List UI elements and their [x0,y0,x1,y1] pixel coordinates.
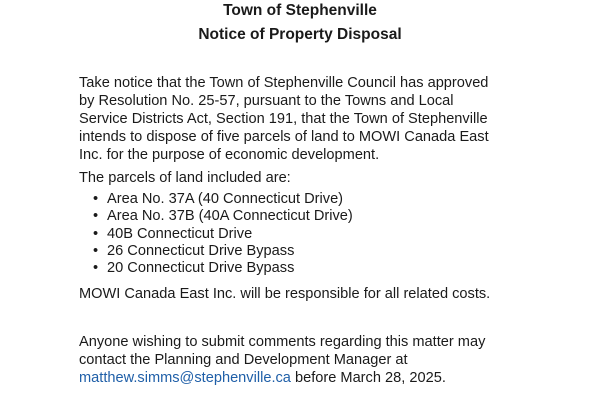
bullet-icon: • [93,242,99,259]
parcel-label: Area No. 37A (40 Connecticut Drive) [107,191,344,207]
list-item [93,260,563,277]
list-item [93,191,563,208]
parcel-label: 26 Connecticut Drive Bypass [107,242,295,259]
bullet-icon: • [93,225,99,242]
parcel-label: 20 Connecticut Drive Bypass [107,260,295,277]
bullet-icon: • [93,260,99,277]
deadline-text: before March 28, 2025. [290,370,446,386]
parcel-list [93,191,563,277]
notice-heading: Notice of Property Disposal [198,26,402,43]
town-name: Town of Stephenville [223,2,377,19]
comments-line-contact [79,369,549,387]
list-item [93,208,563,225]
intro-line: intends to dispose of five parcels of land to MOWI Canada East [79,129,489,145]
list-item [93,243,563,260]
intro-line: Service Districts Act, Section 191, that the Town of Stephenville [79,111,488,127]
costs-statement: MOWI Canada East Inc. will be responsible for all related costs. [79,286,491,302]
bullet-icon: • [93,191,99,207]
parcel-label: 40B Connecticut Drive [107,225,253,242]
intro-line: Take notice that the Town of Stephenville Council has approved [79,75,489,91]
email-link[interactable]: matthew.simms@stephenville.ca [79,370,291,386]
comments-line: contact the Planning and Development Manager at [79,352,408,368]
parcel-label: Area No. 37B (40A Connecticut Drive) [107,208,353,225]
intro-paragraph [79,74,549,164]
comments-line: Anyone wishing to submit comments regarding this matter may [79,334,486,350]
comments-paragraph [79,333,549,387]
list-item [93,226,563,243]
parcels-intro: The parcels of land included are: [79,170,291,186]
intro-line: by Resolution No. 25-57, pursuant to the Towns and Local [79,93,454,109]
intro-line: Inc. for the purpose of economic development. [79,147,380,163]
bullet-icon: • [93,208,99,225]
